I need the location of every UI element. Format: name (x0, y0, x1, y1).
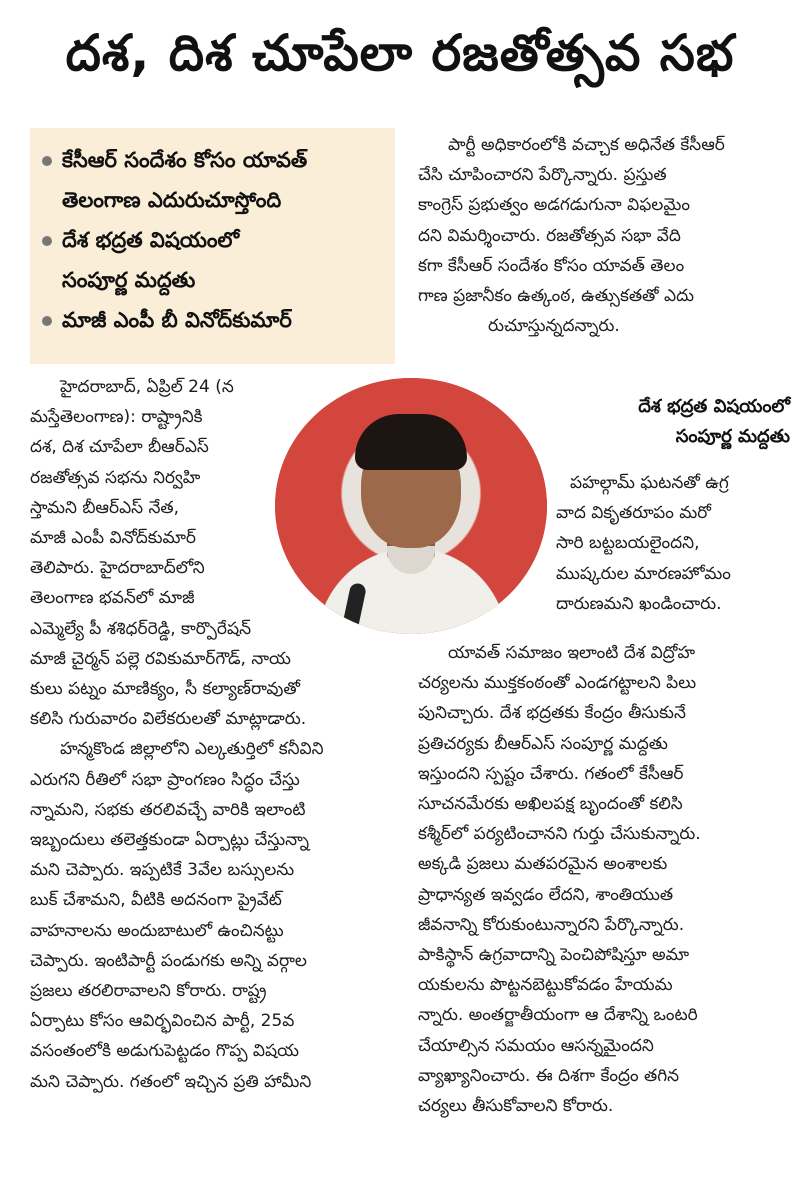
bullet-icon (42, 156, 52, 166)
text-line: బుక్ చేశామని, వీటికి అదనంగా ప్రైవేట్ (30, 890, 282, 911)
highlight-line: తెలంగాణ ఎదురుచూస్తోంది (62, 188, 282, 212)
text-line: యావత్ సమాజం ఇలాంటి దేశ విద్రోహ (448, 643, 696, 663)
highlight-item (42, 220, 387, 300)
text-line: కాంగ్రెస్ ప్రభుత్వం అడగడుగునా విఫలమైం (418, 195, 690, 216)
text-line: కగా కేసీఆర్ సందేశం కోసం యావత్ తెలం (418, 255, 685, 276)
subheading (560, 392, 790, 452)
text-line: తెలిపారు. హైదరాబాద్‌లోని (30, 558, 205, 579)
text-line: చేయాల్సిన సమయం ఆసన్నమైందని (418, 1035, 654, 1056)
text-line: సారి బట్టబయలైందని, (556, 533, 700, 554)
text-line: పహల్గామ్ ఘటనతో ఉగ్ర (570, 473, 729, 493)
text-line: సూచనమేరకు అఖిలపక్ష బృందంతో కలిసి (418, 794, 683, 815)
text-line: న్నామని, సభకు తరలివచ్చే వారికి ఇలాంటి (30, 799, 306, 820)
text-line: ఇబ్బందులు తలెత్తకుండా ఏర్పాట్లు చేస్తున్నా (30, 830, 310, 851)
text-line: రజతోత్సవ సభను నిర్వహి (30, 467, 201, 488)
text-line: కులు పట్నం మాణిక్యం, సీ కల్యాణ్‌రావుతో (30, 679, 300, 700)
highlight-line: కేసీఆర్ సందేశం కోసం యావత్ (62, 148, 308, 172)
text-line: మస్తేతెలంగాణ): రాష్ట్రానికి (30, 407, 203, 428)
column-right-bottom (418, 638, 790, 1121)
highlight-line: దేశ భద్రత విషయంలో (62, 228, 240, 252)
highlights-box (30, 128, 395, 364)
text-line: రుచూస్తున్నదన్నారు. (488, 316, 620, 337)
text-line: చర్యలు తీసుకోవాలని కోరారు. (418, 1096, 614, 1117)
text-line: పాకిస్థాన్ ఉగ్రవాదాన్ని పెంచిపోషిస్తూ అమా (418, 945, 690, 966)
text-line: పునిచ్చారు. దేశ భద్రతకు కేంద్రం తీసుకునే (418, 703, 686, 724)
text-line: యకులను పొట్టనబెట్టుకోవడం హేయమ (418, 975, 673, 996)
text-line: ప్రజలు తరలిరావాలని కోరారు. రాష్ట్ర (30, 981, 267, 1002)
text-line: ఎమ్మెల్యే పీ శశిధర్‌రెడ్డి, కార్పొరేషన్ (30, 618, 252, 639)
text-line: పార్టీ అధికారంలోకి వచ్చాక అధినేత కేసీఆర్ (448, 135, 725, 155)
highlight-line: సంపూర్ణ మద్దతు (62, 268, 196, 292)
text-line: అక్కడి ప్రజలు మతపరమైన అంశాలకు (418, 854, 668, 875)
text-line: ఇస్తుందని స్పష్టం చేశారు. గతంలో కేసీఆర్ (418, 763, 684, 784)
text-line: వసంతంలోకి అడుగుపెట్టడం గొప్ప విషయ (30, 1041, 300, 1062)
highlight-item (42, 300, 387, 340)
text-line: జీవనాన్ని కోరుకుంటున్నారని పేర్కొన్నారు. (418, 914, 685, 935)
text-line: హన్మకొండ జిల్లాలోని ఎల్కతుర్తిలో కనీవిని (60, 739, 324, 760)
text-line: కశ్మీర్‌లో పర్యటించానని గుర్తు చేసుకున్నారు. (418, 824, 701, 845)
text-line: దని విమర్శించారు. రజతోత్సవ సభా వేది (418, 225, 681, 246)
text-line: ప్రాధాన్యత ఇవ్వడం లేదని, శాంతియుత (418, 884, 674, 905)
text-line: హైదరాబాద్, ఏప్రిల్ 24 (న (60, 377, 234, 397)
text-line: చేసి చూపించారని పేర్కొన్నారు. ప్రస్తుత (418, 165, 667, 186)
text-line: దశ, దిశ చూపేలా బీఆర్ఎస్ (30, 437, 209, 458)
subheading-line: దేశ భద్రత విషయంలో (638, 396, 790, 417)
text-line: దారుణమని ఖండించారు. (556, 593, 722, 614)
text-line: వ్యాఖ్యానించారు. ఈ దిశగా కేంద్రం తగిన (418, 1065, 680, 1086)
text-line: ప్రతిచర్యకు బీఆర్ఎస్ సంపూర్ణ మద్దతు (418, 733, 668, 754)
bullet-icon (42, 236, 52, 246)
text-line: మాజీ ఎంపీ వినోద్‌కుమార్ (30, 528, 197, 549)
highlight-item (42, 140, 387, 220)
text-line: ఏర్పాటు కోసం ఆవిర్భవించిన పార్టీ, 25వ (30, 1011, 295, 1032)
text-line: ఎరుగని రీతిలో సభా ప్రాంగణం సిద్ధం చేస్తు (30, 769, 300, 790)
headline: దశ, దిశ చూపేలా రజతోత్సవ సభ (65, 23, 735, 82)
text-line: న్నారు. అంతర్జాతీయంగా ఆ దేశాన్ని ఒంటరి (418, 1005, 698, 1026)
text-line: ముష్కరుల మారణహోమం (556, 563, 731, 584)
column-left (30, 372, 410, 1097)
text-line: చర్యలను ముక్తకంఠంతో ఎండగట్టాలని పిలు (418, 673, 697, 694)
bullet-icon (42, 316, 52, 326)
text-line: చెప్పారు. ఇంటిపార్టీ పండుగకు అన్ని వర్గాల (30, 950, 307, 971)
highlight-line: మాజీ ఎంపీ బీ వినోద్‌కుమార్ (62, 308, 292, 332)
text-line: కలిసి గురువారం విలేకరులతో మాట్లాడారు. (30, 709, 307, 730)
column-right-wrap (556, 468, 790, 619)
text-line: తెలంగాణ భవన్‌లో మాజీ (30, 588, 195, 609)
text-line: మని చెప్పారు. గతంలో ఇచ్చిన ప్రతి హామీని (30, 1071, 312, 1092)
text-line: గాణ ప్రజానీకం ఉత్కంఠ, ఉత్సుకతతో ఎదు (418, 286, 695, 307)
text-line: స్తామని బీఆర్ఎస్ నేత, (30, 497, 180, 518)
text-line: మని చెప్పారు. ఇప్పటికే 3వేల బస్సులను (30, 860, 295, 881)
text-line: వాహనాలను అందుబాటులో ఉంచినట్టు (30, 920, 284, 941)
subheading-line: సంపూర్ణ మద్దతు (675, 426, 790, 447)
column-right-top (418, 130, 790, 341)
text-line: మాజీ చైర్మన్ పల్లె రవికుమార్‌గౌడ్, నాయ (30, 648, 291, 669)
text-line: వాద వికృతరూపం మరో (556, 503, 711, 524)
